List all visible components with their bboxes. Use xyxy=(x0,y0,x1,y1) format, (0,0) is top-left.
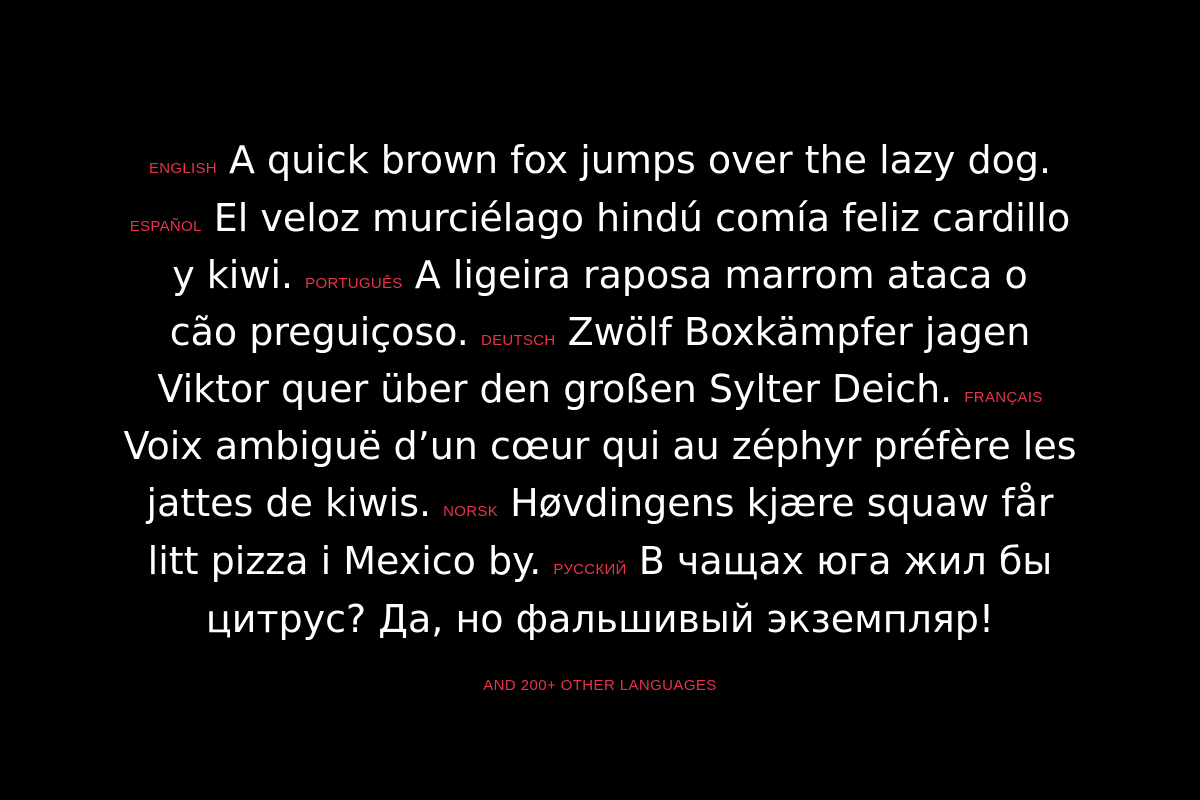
specimen-text: El veloz murciélago hindú comía feliz cardillo xyxy=(201,196,1071,240)
language-label-english: ENGLISH xyxy=(148,160,217,177)
specimen-line-6 xyxy=(0,417,1200,475)
specimen-text: Viktor quer über den großen Sylter Deich. xyxy=(157,367,965,411)
specimen-line-7 xyxy=(0,474,1200,541)
specimen-text: jattes de kiwis. xyxy=(146,481,444,525)
specimen-text: cão preguiçoso. xyxy=(169,310,481,354)
specimen-line-1 xyxy=(0,131,1200,198)
specimen-text: y kiwi. xyxy=(172,253,306,297)
language-label-francais: FRANÇAIS xyxy=(964,389,1043,406)
specimen-line-8 xyxy=(0,532,1200,599)
language-label-russian: РУССКИЙ xyxy=(553,561,627,578)
specimen-text: Voix ambiguë d’un cœur qui au zéphyr préfère les xyxy=(123,424,1077,468)
language-label-portugues: PORTUGUÊS xyxy=(305,275,403,292)
specimen-text: Høvdingens kjære squaw får xyxy=(498,481,1054,525)
specimen-text: litt pizza i Mexico by. xyxy=(147,539,554,583)
language-label-espanol: ESPAÑOL xyxy=(129,218,202,235)
specimen-line-9 xyxy=(0,590,1200,648)
language-label-deutsch: DEUTSCH xyxy=(480,332,556,349)
specimen-text: A quick brown fox jumps over the lazy dog. xyxy=(216,138,1052,182)
specimen-text: цитрус? Да, но фальшивый экземпляр! xyxy=(205,597,995,641)
language-label-norsk: NORSK xyxy=(443,503,498,520)
footer-languages-count: AND 200+ OTHER LANGUAGES xyxy=(483,677,717,694)
specimen-text: Zwölf Boxkämpfer jagen xyxy=(555,310,1031,354)
specimen-text: A ligeira raposa marrom ataca o xyxy=(402,253,1028,297)
specimen-text: В чащах юга жил бы xyxy=(626,539,1053,583)
